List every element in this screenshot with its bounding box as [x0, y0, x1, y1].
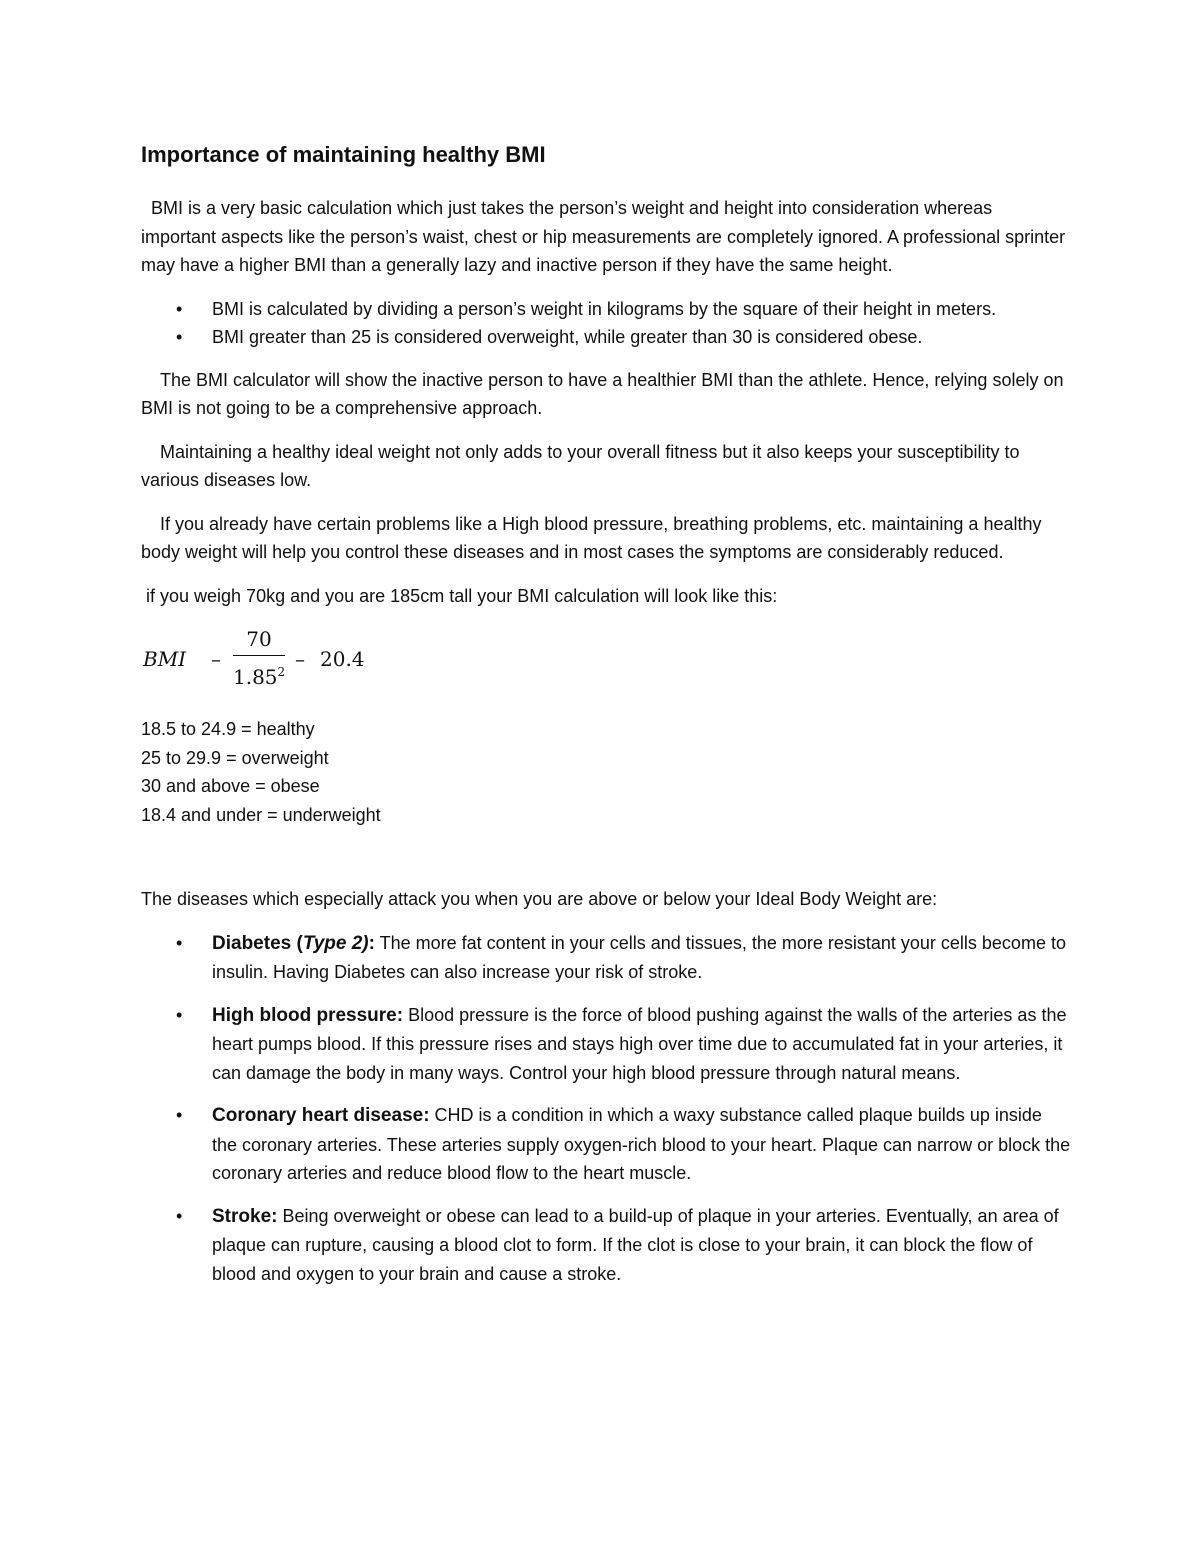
list-item-text: BMI greater than 25 is considered overweight, while greater than 30 is considered obese.	[212, 327, 923, 347]
formula-fraction	[233, 625, 285, 690]
disease-term-text: Diabetes (	[212, 932, 303, 954]
bullet-icon: •	[176, 298, 183, 319]
disease-item	[141, 1202, 1071, 1289]
range-line: 18.4 and under = underweight	[141, 804, 381, 825]
range-line: 18.5 to 24.9 = healthy	[141, 719, 315, 739]
document-page	[141, 140, 1071, 1302]
disease-description: Blood pressure is the force of blood pushing against the walls of the arteries as the heart pumps blood. If this pressure rises and stays high over time due to accumulated fat in your arteries, it can damage the body in many ways. Control your high blood pressure through natural means.	[212, 1004, 1067, 1083]
disease-description: The more fat content in your cells and tissues, the more resistant your cells become to insulin. Having Diabetes can also increase your risk of stroke.	[212, 932, 1066, 982]
diseases-intro: The diseases which especially attack you when you are above or below your Ideal Body Weight are:	[141, 889, 938, 909]
disease-term	[212, 1206, 277, 1227]
disease-item	[141, 929, 1071, 987]
disease-item	[141, 1001, 1071, 1088]
ideal-weight-paragraph: Maintaining a healthy ideal weight not only adds to your overall fitness but it also keeps your susceptibility to various diseases low.	[141, 441, 1020, 490]
denominator-base: 1.85	[233, 665, 278, 689]
disease-term-text: Coronary heart disease	[212, 1105, 424, 1126]
page-title: Importance of maintaining healthy BMI	[141, 142, 546, 167]
range-line: 30 and above = obese	[141, 776, 320, 796]
list-item	[141, 295, 1071, 324]
disease-term-colon: :	[423, 1105, 430, 1126]
disease-term	[212, 1105, 430, 1126]
bmi-formula	[143, 625, 1071, 697]
bullet-icon: •	[176, 1105, 183, 1125]
formula-equals-sign: –	[211, 647, 221, 671]
diseases-list	[141, 929, 1071, 1289]
disease-item	[141, 1101, 1071, 1188]
bullet-icon: •	[176, 1004, 183, 1025]
disease-term	[212, 1005, 403, 1026]
bullet-icon: •	[176, 1205, 183, 1226]
disease-term	[212, 933, 375, 954]
formula-numerator: 70	[246, 627, 272, 651]
disease-term-text: High blood pressure	[212, 1004, 397, 1026]
existing-problems-paragraph: If you already have certain problems like a High blood pressure, breathing problems, etc. maintaining a healthy body weight will help you control these diseases and in most cases the symptoms are considerably reduced.	[141, 513, 1042, 562]
range-line: 25 to 29.9 = overweight	[141, 747, 329, 768]
calculator-paragraph: The BMI calculator will show the inactive person to have a healthier BMI than the athlete. Hence, relying solely on BMI is not going to be a comprehensive approach.	[141, 369, 1064, 418]
example-paragraph: if you weigh 70kg and you are 185cm tall your BMI calculation will look like this:	[146, 585, 778, 606]
disease-term-colon: :	[271, 1205, 278, 1227]
disease-term-italic: Type 2)	[302, 932, 369, 954]
bmi-facts-list	[141, 295, 1071, 352]
bmi-ranges	[141, 715, 1071, 829]
disease-term-text: Stroke	[212, 1205, 272, 1227]
fraction-bar	[233, 655, 285, 656]
bullet-icon: •	[176, 932, 183, 953]
bullet-icon: •	[176, 327, 183, 347]
formula-denominator	[233, 659, 285, 690]
denominator-exponent: 2	[277, 665, 286, 679]
list-item	[141, 323, 1071, 352]
formula-equals-sign: –	[295, 647, 305, 671]
intro-paragraph: BMI is a very basic calculation which just takes the person’s weight and height into consideration whereas important aspects like the person’s waist, chest or hip measurements are completely ignored. A professional sprinter may have a higher BMI than a generally lazy and inactive person if they have the same height.	[141, 198, 1066, 275]
disease-term-colon: :	[396, 1004, 404, 1026]
disease-term-colon: :	[368, 932, 375, 954]
disease-description: CHD is a condition in which a waxy substance called plaque builds up inside the coronary arteries. These arteries supply oxygen-rich blood to your heart. Plaque can narrow or block the coronary arteries and reduce blood flow to the heart muscle.	[212, 1105, 1071, 1183]
formula-lhs: BMI	[143, 647, 187, 671]
formula-result: 20.4	[320, 647, 365, 671]
list-item-text: BMI is calculated by dividing a person’s weight in kilograms by the square of their height in meters.	[212, 298, 997, 319]
disease-description: Being overweight or obese can lead to a build-up of plaque in your arteries. Eventually, an area of plaque can rupture, causing a blood clot to form. If the clot is close to your brain, it can block the flow of blood and oxygen to your brain and cause a stroke.	[212, 1205, 1059, 1284]
